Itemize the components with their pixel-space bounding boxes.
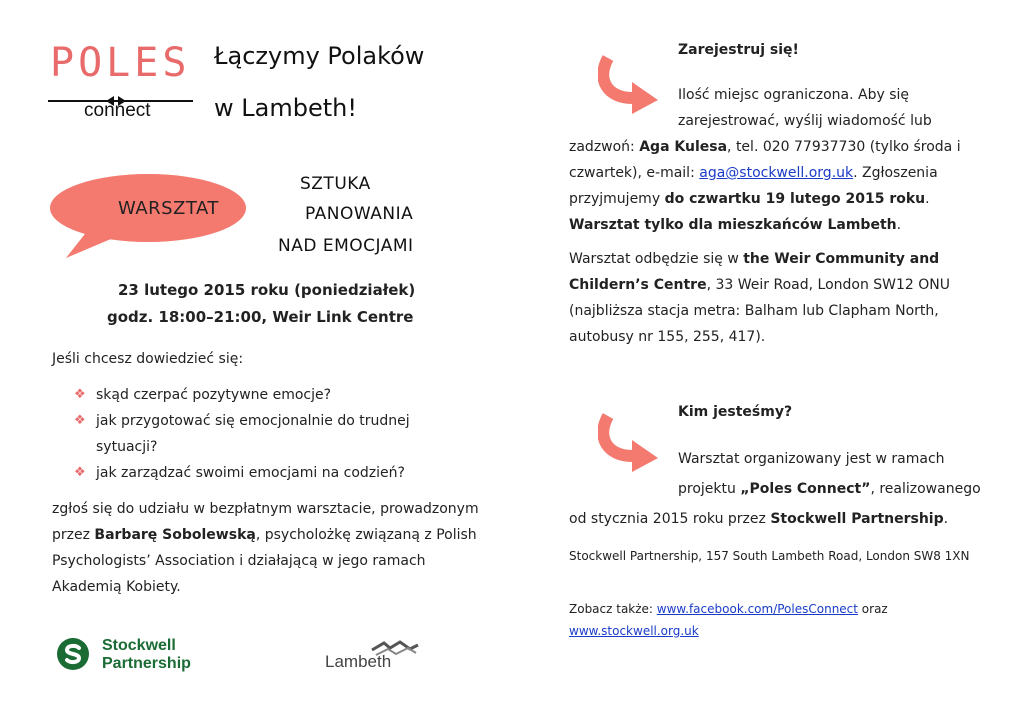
register-text-line-1: Ilość miejsc ograniczona. Aby się	[678, 87, 910, 103]
workshop-label: WARSZTAT	[118, 198, 219, 219]
signup-paragraph: zgłoś się do udziału w bezpłatnym warsztacie, prowadzonym przez Barbarę Sobolewską, psycholożkę związaną z Polish Psychologists’ Association i działającą w jego ramach Akademią Kobiety.	[52, 501, 479, 595]
trainer-name: Barbarę Sobolewską	[94, 527, 256, 543]
curved-arrow-icon	[598, 410, 662, 476]
venue-paragraph: Warsztat odbędzie się w the Weir Community and Childern’s Centre, 33 Weir Road, London SW12 ONU (najbliższa stacja metra: Balham lub Clapham North, autobusy nr 155, 255, 417).	[569, 251, 951, 345]
list-item: ❖ skąd czerpać pozytywne emocje?	[70, 382, 450, 408]
about-text-line-2: projektu „Poles Connect”, realizowanego	[678, 481, 981, 497]
facebook-link[interactable]: www.facebook.com/PolesConnect	[656, 602, 858, 616]
about-text-line-1: Warsztat organizowany jest w ramach	[678, 451, 945, 467]
org-address: Stockwell Partnership, 157 South Lambeth Road, London SW8 1XN	[569, 549, 970, 563]
register-heading: Zarejestruj się!	[678, 42, 799, 58]
about-text-line-3: od stycznia 2015 roku przez Stockwell Partnership.	[569, 511, 949, 527]
diamond-bullet-icon: ❖	[74, 465, 86, 480]
poles-logo-word: POLES	[50, 40, 191, 86]
list-item: ❖ jak przygotować się emocjonalnie do trudnej sytuacji?	[70, 408, 450, 460]
workshop-title-line-2: PANOWANIA	[305, 204, 414, 224]
venue-name: the Weir Community and Childern’s Centre	[569, 251, 940, 293]
email-link[interactable]: aga@stockwell.org.uk	[699, 165, 854, 181]
tagline-line-1: Łączymy Polaków	[214, 42, 425, 70]
list-item: ❖ jak zarządzać swoimi emocjami na codzień?	[70, 460, 450, 486]
workshop-title-line-3: NAD EMOCJAMI	[278, 236, 414, 256]
workshop-title-line-1: SZTUKA	[300, 174, 371, 194]
diamond-bullet-icon: ❖	[74, 413, 86, 428]
deadline: do czwartku 19 lutego 2015 roku	[664, 191, 926, 207]
workshop-time-place: godz. 18:00–21:00, Weir Link Centre	[107, 308, 414, 326]
diamond-bullet-icon: ❖	[74, 387, 86, 402]
curved-arrow-icon	[598, 52, 662, 118]
see-also: Zobacz także: www.facebook.com/PolesConnect oraz www.stockwell.org.uk	[569, 602, 888, 638]
register-paragraph: zadzwoń: Aga Kulesa, tel. 020 77937730 (tylko środa i czwartek), e-mail: aga@stockwell.org.uk. Zgłoszenia przyjmujemy do czwartku 19 lutego 2015 roku. Warsztat tylko dla mieszkańców Lambeth.	[569, 139, 961, 233]
lambeth-logo-text: Lambeth	[325, 652, 392, 671]
workshop-date: 23 lutego 2015 roku (poniedziałek)	[118, 281, 416, 299]
intro-text: Jeśli chcesz dowiedzieć się:	[52, 351, 244, 367]
website-link[interactable]: www.stockwell.org.uk	[569, 624, 699, 638]
contact-name: Aga Kulesa	[639, 139, 728, 155]
stockwell-logo-icon	[56, 637, 90, 671]
org-name: Stockwell Partnership	[770, 511, 944, 527]
tagline-line-2: w Lambeth!	[214, 94, 357, 122]
residents-note: Warsztat tylko dla mieszkańców Lambeth	[569, 217, 897, 233]
project-name: „Poles Connect”	[740, 481, 871, 497]
connect-logo-word: connect	[84, 100, 151, 121]
register-text-line-2: zarejestrować, wyślij wiadomość lub	[678, 113, 932, 129]
benefits-list	[70, 382, 450, 486]
about-heading: Kim jesteśmy?	[678, 404, 793, 420]
stockwell-logo-text: Stockwell Partnership	[102, 637, 191, 672]
